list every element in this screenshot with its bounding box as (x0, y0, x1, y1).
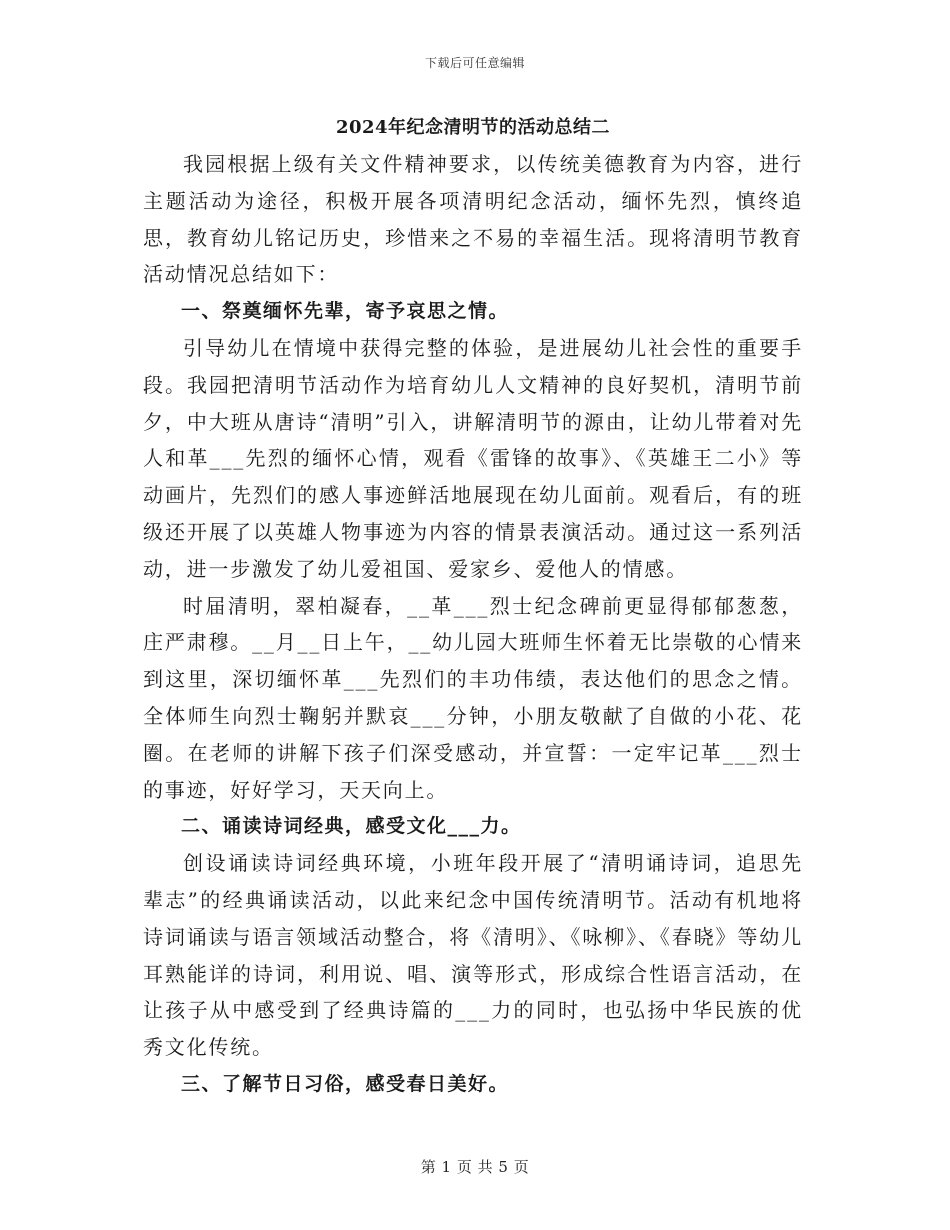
section-heading-2: 二、诵读诗词经典，感受文化___力。 (181, 815, 522, 838)
intro-paragraph: 我园根据上级有关文件精神要求，以传统美德教育为内容，进行主题活动为途径，积极开展各项清明纪念活动，缅怀先烈，慎终追思，教育幼儿铭记历史，珍惜来之不易的幸福生活。现将清明节教育活动情况总结如下： (143, 152, 803, 287)
section-heading-1: 一、祭奠缅怀先辈，寄予哀思之情。 (181, 300, 510, 323)
section-heading-3: 三、了解节日习俗，感受春日美好。 (181, 1072, 510, 1095)
section-1-paragraph-1: 引导幼儿在情境中获得完整的体验，是进展幼儿社会性的重要手段。我园把清明节活动作为培育幼儿人文精神的良好契机，清明节前夕，中大班从唐诗“清明”引入，讲解清明节的源由，让幼儿带着对先人和革___先烈的缅怀心情，观看《雷锋的故事》、《英雄王二小》等动画片，先烈们的感人事迹鲜活地展现在幼儿面前。观看后，有的班级还开展了以英雄人物事迹为内容的情景表演活动。通过这一系列活动，进一步激发了幼儿爱祖国、爱家乡、爱他人的情感。 (143, 335, 803, 581)
page-footer: 第 1 页 共 5 页 (420, 1158, 530, 1176)
section-2-paragraph-1: 创设诵读诗词经典环境，小班年段开展了“清明诵诗词，追思先辈志”的经典诵读活动，以此来纪念中国传统清明节。活动有机地将诗词诵读与语言领域活动整合，将《清明》、《咏柳》、《春晓》等幼儿耳熟能详的诗词，利用说、唱、演等形式，形成综合性语言活动，在让孩子从中感受到了经典诗篇的___力的同时，也弘扬中华民族的优秀文化传统。 (143, 851, 803, 1060)
page-header: 下载后可任意编辑 (424, 56, 525, 70)
document-body (143, 112, 803, 1103)
section-1-paragraph-2: 时届清明，翠柏凝春，__革___烈士纪念碑前更显得郁郁葱葱，庄严肃穆。__月__日上午，__幼儿园大班师生怀着无比崇敬的心情来到这里，深切缅怀革___先烈们的丰功伟绩，表达他们的思念之情。全体师生向烈士鞠躬并默哀___分钟，小朋友敬献了自做的小花、花圈。在老师的讲解下孩子们深受感动，并宣誓：一定牢记革___烈士的事迹，好好学习，天天向上。 (143, 593, 803, 802)
document-title: 2024年纪念清明节的活动总结二 (335, 117, 611, 138)
